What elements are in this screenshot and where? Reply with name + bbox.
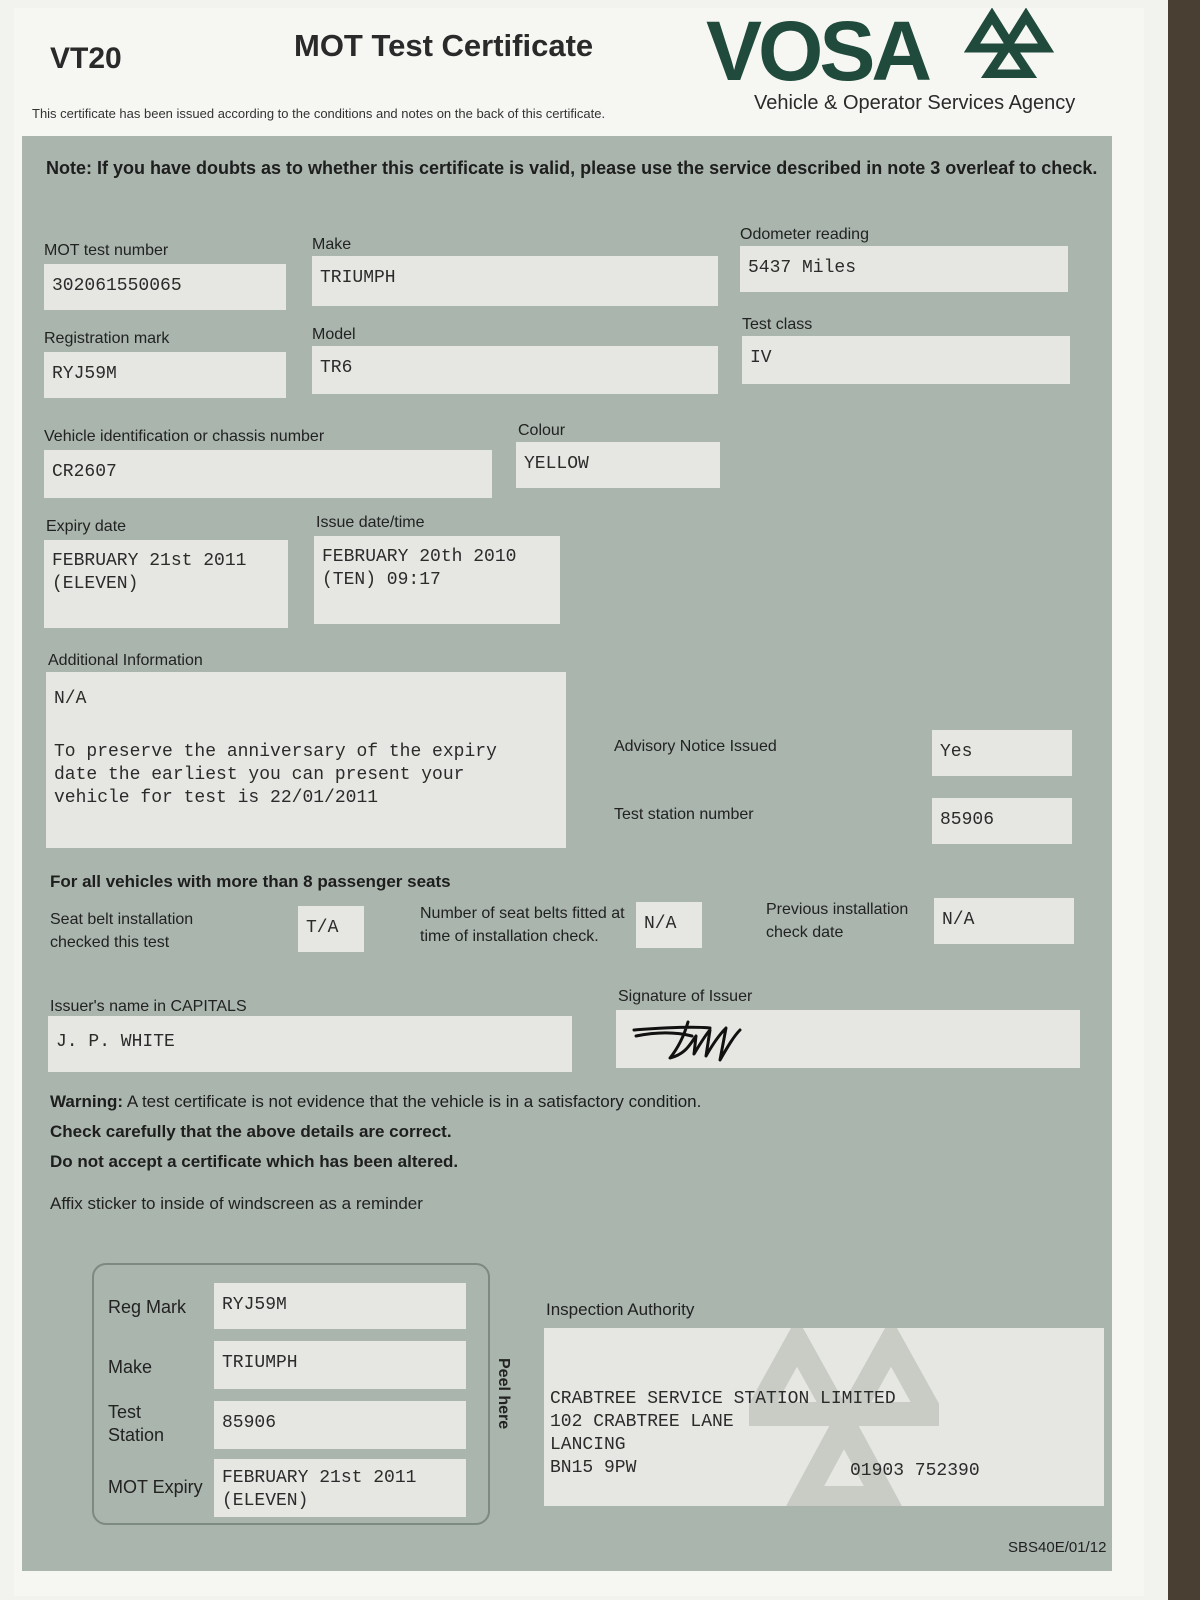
issued-note: This certificate has been issued according to the conditions and notes on the back of this certificate. bbox=[32, 106, 606, 121]
additional-info-line2: date the earliest you can present your bbox=[54, 765, 465, 785]
sticker-reg-field: RYJ59M bbox=[214, 1283, 466, 1329]
model-label: Model bbox=[312, 326, 356, 343]
seatbelt-label-line2: checked this test bbox=[50, 934, 170, 951]
previous-check-label-line2: check date bbox=[766, 924, 844, 941]
colour-field: YELLOW bbox=[516, 442, 720, 488]
peel-here-label: Peel here bbox=[495, 1358, 512, 1430]
registration-field: RYJ59M bbox=[44, 352, 286, 398]
issuer-name-label: Issuer's name in CAPITALS bbox=[50, 998, 247, 1015]
model-field: TR6 bbox=[312, 346, 718, 394]
warning-prefix: Warning: bbox=[50, 1092, 124, 1111]
seatbelt-field: T/A bbox=[298, 906, 364, 952]
issue-date-line2: (TEN) 09:17 bbox=[322, 570, 441, 590]
sticker-expiry-label: MOT Expiry bbox=[108, 1477, 203, 1497]
registration-label: Registration mark bbox=[44, 330, 170, 347]
sticker-expiry-field bbox=[214, 1459, 466, 1517]
expiry-date-line2: (ELEVEN) bbox=[52, 574, 139, 594]
sticker-station-label-line2: Station bbox=[108, 1425, 165, 1445]
seatbelt-label-line1: Seat belt installation bbox=[50, 911, 194, 928]
additional-info-line1: To preserve the anniversary of the expiry bbox=[54, 742, 497, 762]
issuer-name-field: J. P. WHITE bbox=[48, 1016, 572, 1072]
make-field: TRIUMPH bbox=[312, 256, 718, 306]
signature-image bbox=[630, 1014, 770, 1066]
validity-note: Note: If you have doubts as to whether this certificate is valid, please use the service described in note 3 overleaf to check. bbox=[46, 158, 1098, 178]
expiry-date-line1: FEBRUARY 21st 2011 bbox=[52, 551, 247, 571]
sticker-station-label bbox=[108, 1401, 164, 1447]
belts-field: N/A bbox=[636, 902, 702, 948]
inspection-line4: BN15 9PW bbox=[550, 1458, 637, 1478]
signature-field bbox=[616, 1010, 1080, 1068]
colour-label: Colour bbox=[518, 422, 566, 439]
test-class-field: IV bbox=[742, 336, 1070, 384]
seatbelt-label bbox=[50, 908, 193, 954]
odometer-field: 5437 Miles bbox=[740, 246, 1068, 292]
vin-label: Vehicle identification or chassis number bbox=[44, 428, 325, 445]
affix-note: Affix sticker to inside of windscreen as a reminder bbox=[50, 1194, 423, 1213]
previous-check-field: N/A bbox=[934, 898, 1074, 944]
previous-check-label-line1: Previous installation bbox=[766, 901, 909, 918]
mot-test-number-label: MOT test number bbox=[44, 242, 169, 259]
warning-message: A test certificate is not evidence that the vehicle is in a satisfactory condition. bbox=[126, 1092, 702, 1111]
vin-field: CR2607 bbox=[44, 450, 492, 498]
mot-test-number-field: 302061550065 bbox=[44, 264, 286, 310]
certificate-paper bbox=[14, 8, 1144, 1596]
additional-info-label: Additional Information bbox=[48, 652, 203, 669]
odometer-label: Odometer reading bbox=[740, 226, 869, 243]
sticker-reg-label: Reg Mark bbox=[108, 1297, 187, 1317]
inspection-phone: 01903 752390 bbox=[850, 1461, 980, 1481]
additional-info-field bbox=[46, 672, 566, 848]
belts-label-line2: time of installation check. bbox=[420, 928, 599, 945]
form-code: VT20 bbox=[50, 42, 122, 75]
inspection-line2: 102 CRABTREE LANE bbox=[550, 1412, 734, 1432]
inspection-line1: CRABTREE SERVICE STATION LIMITED bbox=[550, 1389, 896, 1409]
make-label: Make bbox=[312, 236, 352, 253]
inspection-address bbox=[550, 1388, 896, 1480]
reminder-sticker bbox=[92, 1263, 490, 1525]
svg-text:VOSA: VOSA bbox=[706, 18, 929, 88]
sticker-make-label: Make bbox=[108, 1357, 153, 1377]
inspection-authority-box bbox=[544, 1328, 1104, 1506]
expiry-date-label: Expiry date bbox=[46, 518, 127, 535]
advisory-field: Yes bbox=[932, 730, 1072, 776]
warning-check: Check carefully that the above details are correct. bbox=[50, 1122, 452, 1141]
warning-text bbox=[50, 1092, 701, 1112]
form-reference: SBS40E/01/12 bbox=[1008, 1539, 1107, 1556]
issue-date-field bbox=[314, 536, 560, 624]
advisory-label: Advisory Notice Issued bbox=[614, 738, 777, 755]
additional-info-value: N/A bbox=[54, 689, 87, 709]
warning-altered: Do not accept a certificate which has been altered. bbox=[50, 1152, 459, 1171]
inspection-line3: LANCING bbox=[550, 1435, 626, 1455]
issue-date-line1: FEBRUARY 20th 2010 bbox=[322, 547, 517, 567]
inspection-authority-label: Inspection Authority bbox=[546, 1300, 695, 1319]
agency-name: Vehicle & Operator Services Agency bbox=[754, 92, 1076, 114]
sticker-expiry-line2: (ELEVEN) bbox=[222, 1491, 309, 1511]
test-station-field: 85906 bbox=[932, 798, 1072, 844]
passenger-section-heading: For all vehicles with more than 8 passenger seats bbox=[50, 872, 451, 891]
belts-label-line1: Number of seat belts fitted at bbox=[420, 905, 625, 922]
test-class-label: Test class bbox=[742, 316, 813, 333]
belts-label bbox=[420, 902, 625, 948]
sticker-station-field: 85906 bbox=[214, 1401, 466, 1449]
expiry-date-field bbox=[44, 540, 288, 628]
additional-info-line3: vehicle for test is 22/01/2011 bbox=[54, 788, 379, 808]
sticker-expiry-line1: FEBRUARY 21st 2011 bbox=[222, 1468, 417, 1488]
sticker-make-field: TRIUMPH bbox=[214, 1341, 466, 1389]
triangle-logo-icon bbox=[964, 8, 1054, 78]
previous-check-label bbox=[766, 898, 908, 944]
issue-date-label: Issue date/time bbox=[316, 514, 425, 531]
test-station-label: Test station number bbox=[614, 806, 754, 823]
certificate-panel bbox=[22, 136, 1112, 1571]
sticker-station-label-line1: Test bbox=[108, 1402, 142, 1422]
signature-label: Signature of Issuer bbox=[618, 988, 753, 1005]
page-title: MOT Test Certificate bbox=[294, 28, 594, 63]
